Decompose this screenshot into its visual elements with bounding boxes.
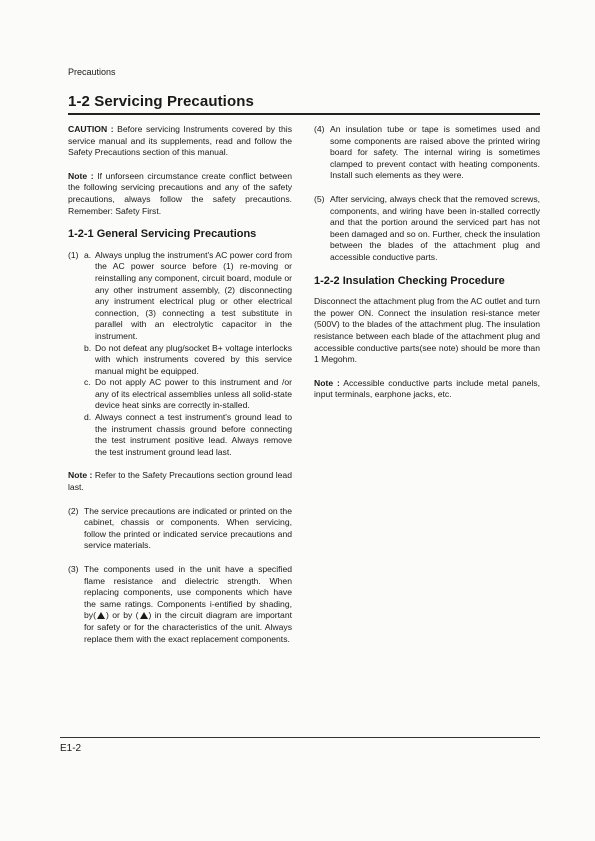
item-number: (3) — [68, 564, 79, 574]
note-paragraph-3 — [314, 378, 540, 401]
running-header: Precautions — [68, 67, 116, 77]
sub-item-b — [84, 343, 292, 378]
footer-rule — [60, 737, 540, 738]
note-label: Note : — [68, 170, 94, 181]
item-text: ) in the circuit diagram are important for safety or for the characteristics of the unit. Always replace them with the exact replacement components. — [84, 610, 292, 644]
item-body: The service precautions are indicated or printed on the cabinet, chassis or components. When servicing, follow the printed or indicated service precautions and service materials. — [84, 505, 292, 551]
caution-label: CAUTION : — [68, 124, 114, 134]
sub-item-c — [84, 377, 292, 412]
note-text: Refer to the Safety Precautions section ground lead last. — [68, 470, 292, 493]
right-column — [314, 124, 540, 413]
sub-letter: c. — [84, 377, 91, 388]
title-underline — [68, 113, 540, 115]
note-label: Note : — [68, 470, 93, 481]
caution-text: Before servicing Instruments covered by this service manual and its supplements, read and follow the Safety Precautions section of this manual. — [68, 124, 292, 158]
item-text: ) or by ( — [105, 610, 139, 621]
note-paragraph-2 — [68, 470, 292, 493]
sub-letter: a. — [84, 249, 92, 260]
note-label: Note : — [314, 377, 340, 388]
list-item-5 — [314, 194, 540, 264]
page-number: E1-2 — [60, 743, 82, 754]
sub-letter: d. — [84, 412, 92, 423]
list-item-4 — [314, 124, 540, 182]
sub-text: Do not apply AC power to this instrument and /or any of its electrical assemblies unless all solid-state device heat sinks are correctly in-stalled. — [95, 377, 292, 411]
sub-text: Always connect a test instrument's ground lead to the instrument chassis ground before connecting the test instrument positive lead. Always remove the test instrument ground lead last. — [95, 412, 292, 457]
sub-item-d — [84, 412, 292, 458]
item-number: (1) — [68, 249, 79, 260]
sub-text: Always unplug the instrument's AC power cord from the AC power source before (1) re-moving or reinstalling any component, circuit board, module or any other instrument assembly, (2) disconnecting any instrument electrical plug or other electrical connection, (3) connecting a test substitute in parallel with an electrolytic capacitor in the instrument. — [95, 249, 292, 341]
item-number: (5) — [314, 193, 325, 204]
sub-item-a — [84, 250, 292, 343]
item-text: The components used in the unit have a specified flame resistance and dielectric strength. When replacing components, use components which have the same ratings. Components i-entified by shading, by( — [84, 564, 292, 621]
note-paragraph — [68, 171, 292, 217]
item-number: (2) — [68, 505, 79, 516]
item-body: After servicing, always check that the removed screws, components, and wiring have been in-stalled correctly and that the portion around the serviced part has not been damaged and so on. Further, check the insulation between the blades of the attachment plug and accessible conductive parts. — [330, 193, 540, 262]
procedure-paragraph: Disconnect the attachment plug from the AC outlet and turn the power ON. Connect the insulation resi-stance meter (500V) to the blades of the attachment plug. The insulation resistance between each blade of the attachment plug and accessible conductive parts(see note) should be more than 1 Megohm. — [314, 296, 540, 365]
list-item-3 — [68, 564, 292, 645]
caution-paragraph — [68, 124, 292, 159]
title-block — [68, 93, 540, 115]
section-heading-general: 1-2-1 General Servicing Precautions — [68, 228, 257, 241]
list-item-2 — [68, 506, 292, 552]
item-number: (4) — [314, 124, 325, 134]
page-title: 1-2 Servicing Precautions — [68, 93, 254, 110]
note-text: If unforseen circumstance create conflict between the following servicing precautions and any of the safety precautions, always follow the safety precautions. Remember: Safety First. — [68, 170, 292, 216]
sub-text: Do not defeat any plug/socket B+ voltage interlocks with which instruments covered by this service manual might be equipped. — [95, 342, 292, 376]
note-text: Accessible conductive parts include metal panels, input terminals, earphone jacks, etc. — [314, 377, 540, 400]
warning-triangle-icon — [97, 612, 105, 619]
section-heading-insulation: 1-2-2 Insulation Checking Procedure — [314, 274, 505, 287]
sub-letter: b. — [84, 342, 92, 353]
item-body: An insulation tube or tape is sometimes used and some components are raised above the printed wiring board for safety. The internal wiring is sometimes clamped to prevent contact with heating components. Install such elements as they were. — [330, 124, 540, 181]
item-body — [84, 250, 292, 459]
list-item-1 — [68, 250, 292, 459]
item-body — [84, 564, 292, 645]
warning-triangle-icon — [140, 612, 148, 619]
left-column — [68, 124, 292, 657]
